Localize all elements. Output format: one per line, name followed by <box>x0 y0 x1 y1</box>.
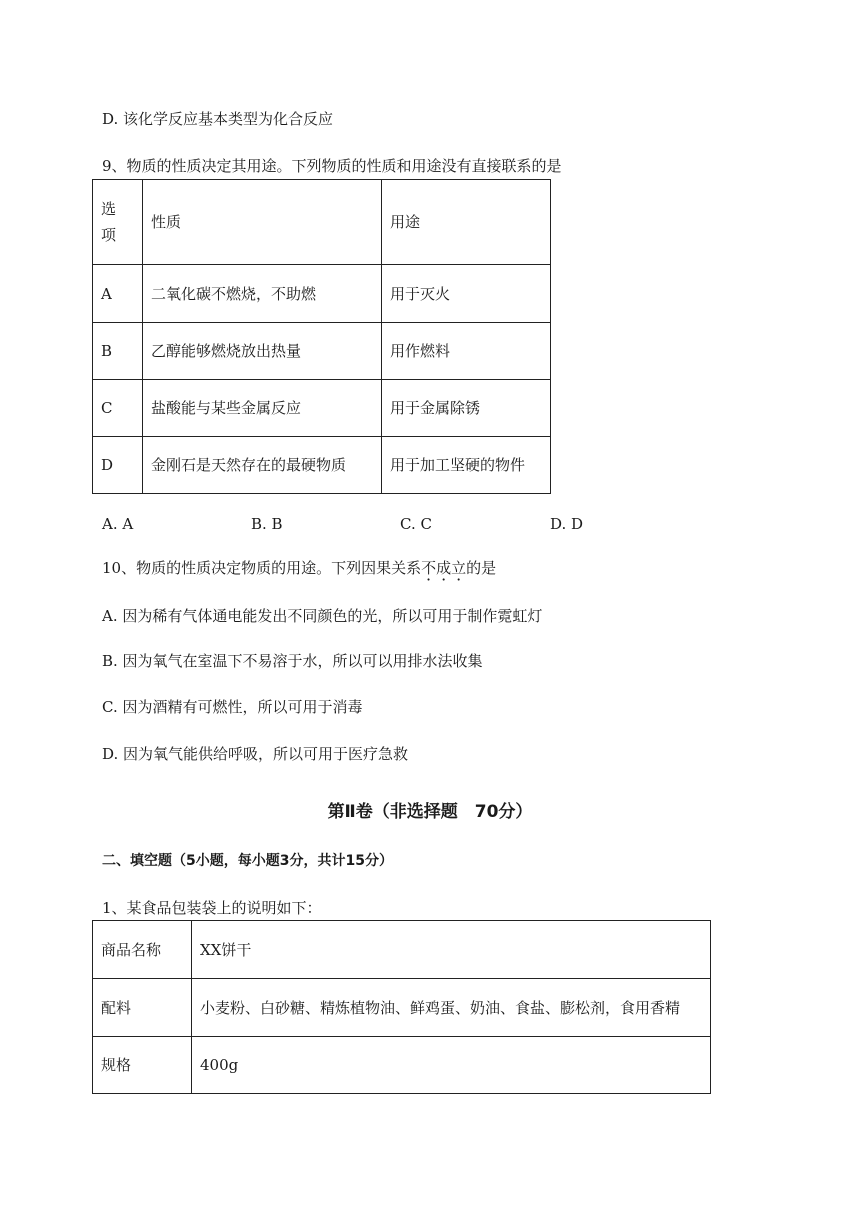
q8-option-d: D. 该化学反应基本类型为化合反应 <box>102 110 334 128</box>
q9-option-c[interactable]: C. C <box>400 515 432 533</box>
part-title: 第Ⅱ卷（非选择题 70分） <box>327 802 533 822</box>
row-use: 用于加工坚硬的物件 <box>382 437 551 494</box>
row-property: 金刚石是天然存在的最硬物质 <box>143 437 382 494</box>
row-label: A <box>93 265 143 323</box>
table-row <box>93 380 551 437</box>
row-label: 商品名称 <box>93 921 192 979</box>
row-value: XX饼干 <box>192 921 711 979</box>
row-use: 用于灭火 <box>382 265 551 323</box>
table-header-row <box>93 180 551 265</box>
q9-option-a[interactable]: A. A <box>102 515 134 533</box>
row-property: 盐酸能与某些金属反应 <box>143 380 382 437</box>
q10-option-d[interactable]: D. 因为氧气能供给呼吸，所以可用于医疗急救 <box>102 745 409 763</box>
q9-options <box>102 515 702 535</box>
q9-option-d[interactable]: D. D <box>550 515 584 533</box>
row-use: 用作燃料 <box>382 323 551 380</box>
q10-emphasis-char: 不 <box>421 559 437 577</box>
q10-option-b[interactable]: B. 因为氧气在室温下不易溶于水，所以可以用排水法收集 <box>102 652 483 670</box>
table-row <box>93 921 711 979</box>
fill1-table <box>92 920 711 1094</box>
section-heading: 二、填空题（5小题，每小题3分，共计15分） <box>102 853 393 869</box>
row-property: 二氧化碳不燃烧，不助燃 <box>143 265 382 323</box>
q10-option-a[interactable]: A. 因为稀有气体通电能发出不同颜色的光，所以可用于制作霓虹灯 <box>102 607 543 625</box>
row-value: 小麦粉、白砂糖、精炼植物油、鲜鸡蛋、奶油、食盐、膨松剂，食用香精 <box>192 979 711 1037</box>
header-option-char-1: 选 <box>101 200 117 218</box>
row-label: D <box>93 437 143 494</box>
q10-emphasis-char: 成 <box>436 559 452 577</box>
row-value: 400g <box>192 1037 711 1094</box>
q10-stem <box>102 558 496 578</box>
table-row <box>93 437 551 494</box>
q10-stem-after: 的是 <box>466 559 497 577</box>
header-property: 性质 <box>143 180 382 265</box>
q10-emphasis-char: 立 <box>451 559 467 577</box>
row-use: 用于金属除锈 <box>382 380 551 437</box>
table-row <box>93 265 551 323</box>
header-option-char-2: 项 <box>101 226 117 244</box>
header-option <box>93 180 143 265</box>
q10-option-c[interactable]: C. 因为酒精有可燃性，所以可用于消毒 <box>102 698 363 716</box>
row-label: 配料 <box>93 979 192 1037</box>
row-property: 乙醇能够燃烧放出热量 <box>143 323 382 380</box>
header-use: 用途 <box>382 180 551 265</box>
table-row <box>93 323 551 380</box>
fill1-stem: 1、某食品包装袋上的说明如下： <box>102 899 322 917</box>
table-row <box>93 979 711 1037</box>
row-label: B <box>93 323 143 380</box>
table-row <box>93 1037 711 1094</box>
q10-stem-before: 10、物质的性质决定物质的用途。下列因果关系 <box>102 559 422 577</box>
q9-stem: 9、物质的性质决定其用途。下列物质的性质和用途没有直接联系的是 <box>102 157 562 175</box>
row-label: 规格 <box>93 1037 192 1094</box>
q9-option-b[interactable]: B. B <box>251 515 283 533</box>
q9-table <box>92 179 551 494</box>
row-label: C <box>93 380 143 437</box>
